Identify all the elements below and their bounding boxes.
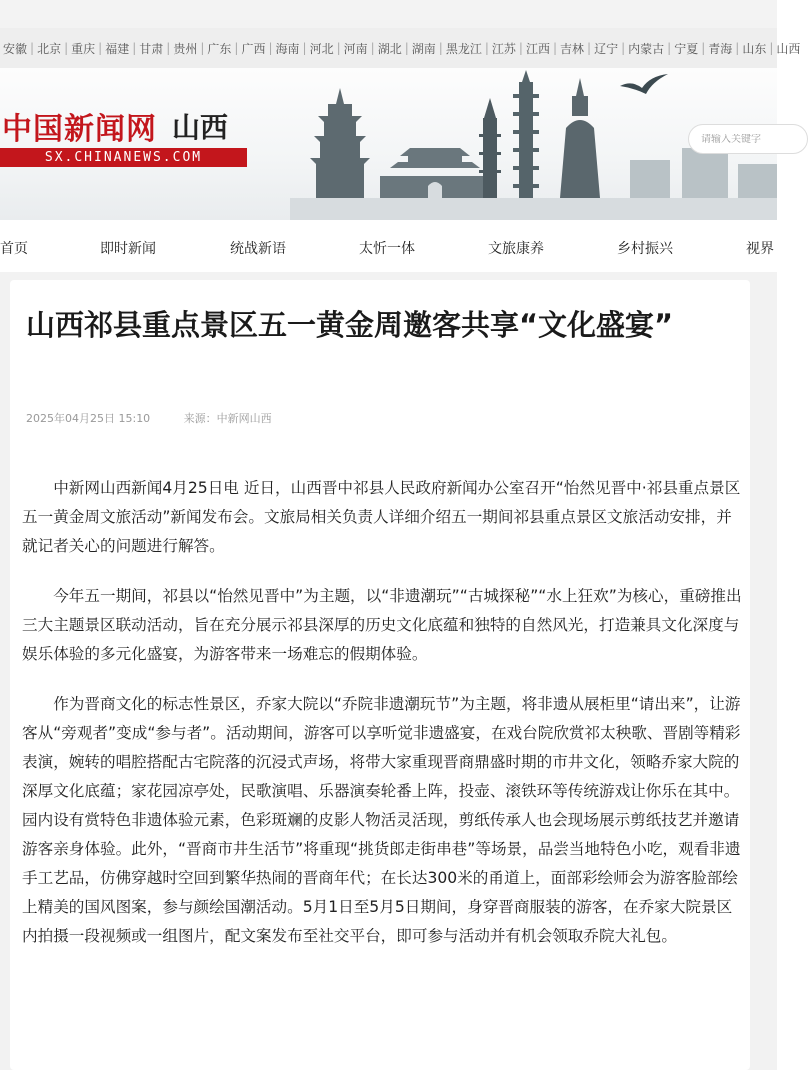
province-nav: [0, 28, 801, 68]
nav-united-front[interactable]: 统战新语: [230, 241, 286, 257]
separator: |: [735, 41, 740, 55]
site-logo[interactable]: 中国新闻网: [2, 112, 157, 147]
province-link[interactable]: 海南: [275, 41, 300, 56]
separator: |: [336, 41, 341, 55]
province-link[interactable]: 江苏: [491, 41, 516, 56]
province-link[interactable]: 宁夏: [674, 41, 699, 56]
site-banner: [0, 68, 777, 220]
separator: |: [268, 41, 273, 55]
separator: |: [701, 41, 706, 55]
province-link[interactable]: 河北: [309, 41, 334, 56]
article-body: [22, 474, 742, 972]
province-link[interactable]: 重庆: [71, 41, 96, 56]
article-source: 来源：中新网山西: [183, 412, 272, 425]
separator: |: [587, 41, 592, 55]
separator: |: [30, 41, 35, 55]
province-link[interactable]: 北京: [37, 41, 62, 56]
separator: |: [302, 41, 307, 55]
nav-latest-news[interactable]: 即时新闻: [100, 241, 156, 257]
top-gap: [0, 0, 777, 28]
province-link[interactable]: 湖北: [377, 41, 402, 56]
article-meta: [26, 410, 302, 426]
province-link[interactable]: 山西: [776, 41, 801, 56]
nav-home[interactable]: 首页: [0, 241, 28, 257]
nav-culture-tourism[interactable]: 文旅康养: [488, 241, 544, 257]
province-link[interactable]: 贵州: [173, 41, 198, 56]
separator: |: [518, 41, 523, 55]
separator: |: [166, 41, 171, 55]
province-link[interactable]: 广东: [207, 41, 232, 56]
separator: |: [769, 41, 774, 55]
separator: |: [370, 41, 375, 55]
province-link[interactable]: 辽宁: [594, 41, 619, 56]
separator: |: [438, 41, 443, 55]
province-link[interactable]: 山东: [742, 41, 767, 56]
search-input[interactable]: [701, 134, 791, 145]
article-paragraph: 中新网山西新闻4月25日电 近日，山西晋中祁县人民政府新闻办公室召开“怡然见晋中·祁县重点景区五一黄金周文旅活动”新闻发布会。文旅局相关负责人详细介绍五一期间祁县重点景区文旅活动安排，并就记者关心的问题进行解答。: [22, 479, 741, 555]
province-link[interactable]: 江西: [525, 41, 550, 56]
region-name: 山西: [172, 111, 229, 144]
province-link[interactable]: 广西: [241, 41, 266, 56]
separator: |: [234, 41, 239, 55]
nav-rural-revival[interactable]: 乡村振兴: [617, 241, 673, 257]
separator: |: [667, 41, 672, 55]
province-link[interactable]: 青海: [708, 41, 733, 56]
province-link[interactable]: 湖南: [411, 41, 436, 56]
separator: |: [200, 41, 205, 55]
main-nav: [0, 220, 777, 272]
separator: |: [64, 41, 69, 55]
province-link[interactable]: 吉林: [560, 41, 585, 56]
article-title: 山西祁县重点景区五一黄金周邀客共享“文化盛宴”: [26, 308, 674, 342]
nav-vision[interactable]: 视界: [746, 241, 774, 257]
publish-date: 2025年04月25日 15:10: [26, 412, 151, 425]
search-box: [688, 124, 808, 154]
nav-taixin[interactable]: 太忻一体: [359, 241, 415, 257]
province-link[interactable]: 黑龙江: [445, 41, 482, 56]
article-paragraph: 作为晋商文化的标志性景区，乔家大院以“乔院非遗潮玩节”为主题，将非遗从展柜里“请出来”，让游客从“旁观者”变成“参与者”。活动期间，游客可以享听觉非遗盛宴，在戏台院欣赏祁太秧歌、晋剧等精彩表演，婉转的唱腔搭配古宅院落的沉浸式声场，将带大家重现晋商鼎盛时期的市井文化，领略乔家大院的深厚文化底蕴；家花园凉亭处，民歌演唱、乐器演奏轮番上阵，投壶、滚铁环等传统游戏让你乐在其中。园内设有赏特色非遗体验元素，色彩斑斓的皮影人物活灵活现，剪纸传承人也会现场展示剪纸技艺并邀请游客亲身体验。此外，“晋商市井生活节”将重现“挑货郎走街串巷”等场景，品尝当地特色小吃，观看非遗手工艺品，仿佛穿越时空回到繁华热闹的晋商年代；在长达300米的甬道上，面部彩绘师会为游客脸部绘上精美的国风图案，参与颜绘国潮活动。5月1日至5月5日期间，身穿晋商服装的游客，在乔家大院景区内拍摄一段视频或一组图片，配文案发布至社交平台，即可参与活动并有机会领取乔院大礼包。: [22, 695, 741, 945]
province-link[interactable]: 甘肃: [139, 41, 164, 56]
separator: |: [621, 41, 626, 55]
province-link[interactable]: 内蒙古: [628, 41, 665, 56]
separator: |: [552, 41, 557, 55]
site-url-badge: SX.CHINANEWS.COM: [0, 148, 247, 167]
article-paragraph: 今年五一期间，祁县以“怡然见晋中”为主题，以“非遗潮玩”“古城探秘”“水上狂欢”为核心，重磅推出三大主题景区联动活动，旨在充分展示祁县深厚的历史文化底蕴和独特的自然风光，打造兼具文化深度与娱乐体验的多元化盛宴，为游客带来一场难忘的假期体验。: [22, 587, 742, 663]
separator: |: [404, 41, 409, 55]
article-card: [10, 280, 750, 1070]
content-area: [0, 272, 777, 1070]
province-link[interactable]: 河南: [343, 41, 368, 56]
province-link[interactable]: 安徽: [3, 41, 28, 56]
separator: |: [132, 41, 137, 55]
separator: |: [484, 41, 489, 55]
separator: |: [98, 41, 103, 55]
province-link[interactable]: 福建: [105, 41, 130, 56]
